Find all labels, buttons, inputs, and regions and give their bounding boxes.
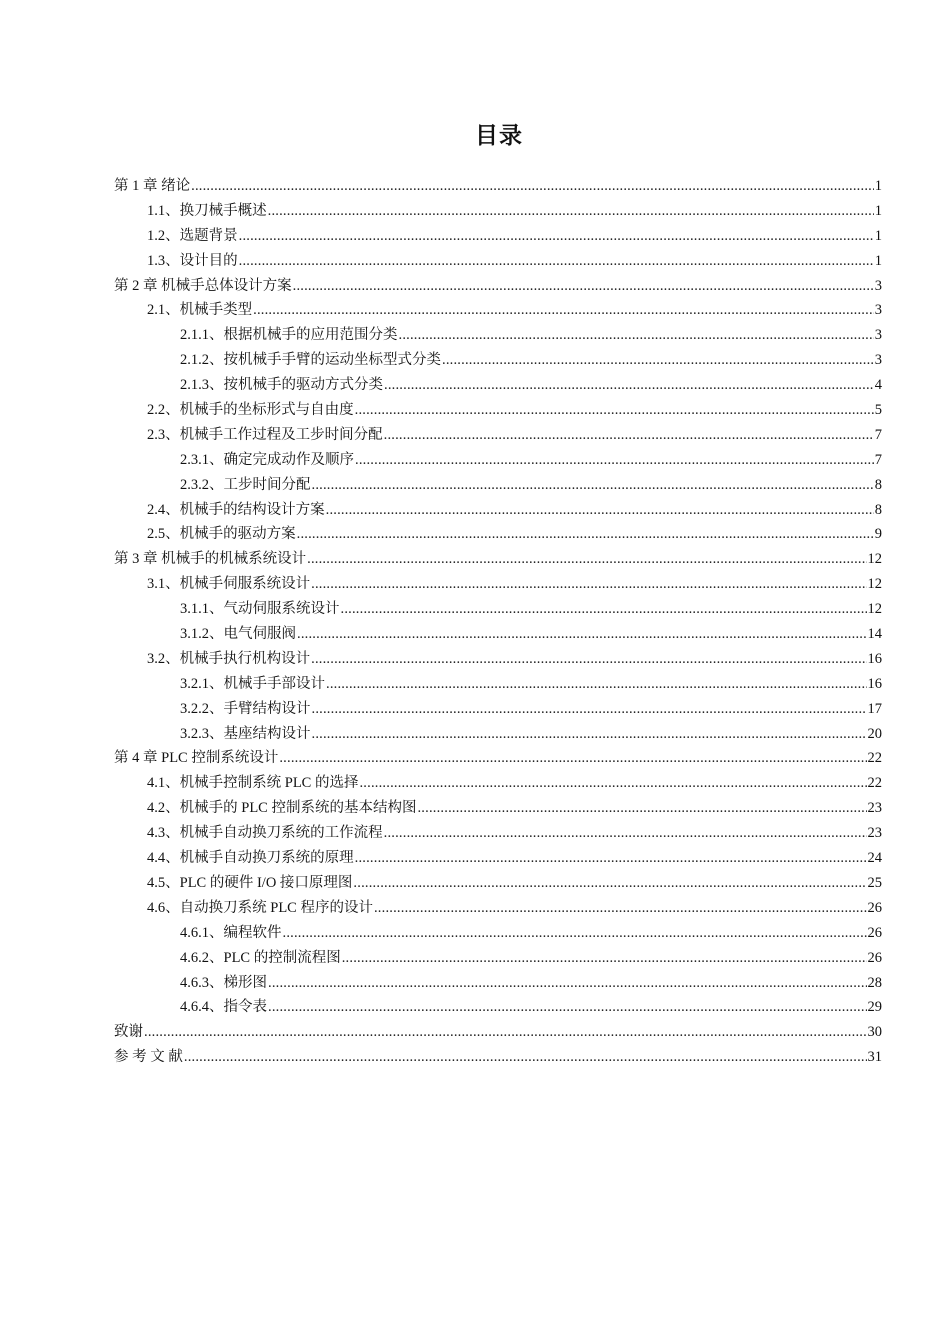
toc-page-number: 17 bbox=[867, 700, 882, 717]
toc-entry[interactable] bbox=[114, 622, 882, 647]
toc-page-number: 8 bbox=[874, 501, 882, 518]
toc-entry-text: 4.6.4、指令表 bbox=[180, 999, 267, 1016]
dot-leader bbox=[297, 522, 874, 547]
toc-entry-text: 2.1.3、按机械手的驱动方式分类 bbox=[180, 377, 383, 394]
toc-entry-text: 第 2 章 机械手总体设计方案 bbox=[114, 277, 292, 294]
toc-entry-text: 2.3.2、工步时间分配 bbox=[180, 476, 311, 493]
toc-page-number: 12 bbox=[867, 551, 882, 568]
toc-entry[interactable] bbox=[114, 821, 882, 846]
toc-entry[interactable] bbox=[114, 348, 882, 373]
toc-entry[interactable] bbox=[114, 771, 882, 796]
toc-entry-text: 4.3、机械手自动换刀系统的工作流程 bbox=[147, 825, 383, 842]
toc-page-number: 4 bbox=[874, 377, 882, 394]
toc-entry-text: 3.2、机械手执行机构设计 bbox=[147, 650, 311, 667]
toc-entry[interactable] bbox=[114, 672, 882, 697]
toc-page-number: 1 bbox=[874, 202, 882, 219]
toc-entry-text: 第 4 章 PLC 控制系统设计 bbox=[114, 750, 279, 767]
toc-page-number: 1 bbox=[874, 178, 882, 194]
toc-entry[interactable] bbox=[114, 522, 882, 547]
dot-leader bbox=[297, 622, 867, 647]
toc-entry-text: 2.5、机械手的驱动方案 bbox=[147, 526, 296, 543]
toc-entry[interactable] bbox=[114, 224, 882, 249]
toc-entry-text: 2.3.1、确定完成动作及顺序 bbox=[180, 451, 354, 468]
toc-page-number: 26 bbox=[867, 924, 882, 941]
toc-entry-text: 2.1.2、按机械手手臂的运动坐标型式分类 bbox=[180, 352, 441, 369]
toc-title: 目录 bbox=[475, 123, 523, 149]
dot-leader bbox=[312, 473, 874, 498]
toc-entry-text: 3.2.1、机械手手部设计 bbox=[180, 675, 325, 692]
toc-entry[interactable] bbox=[114, 796, 882, 821]
dot-leader bbox=[384, 821, 867, 846]
toc-page-number: 16 bbox=[867, 675, 882, 692]
dot-leader bbox=[311, 572, 866, 597]
toc-entry[interactable] bbox=[114, 1045, 882, 1070]
toc-entry[interactable] bbox=[114, 647, 882, 672]
toc-entry[interactable] bbox=[114, 398, 882, 423]
dot-leader bbox=[442, 348, 874, 373]
toc-page-number: 31 bbox=[867, 1049, 882, 1066]
dot-leader bbox=[353, 871, 866, 896]
dot-leader bbox=[341, 597, 867, 622]
dot-leader bbox=[355, 846, 867, 871]
toc-entry-text: 1.1、换刀械手概述 bbox=[147, 202, 267, 219]
dot-leader bbox=[359, 771, 866, 796]
toc-page-number: 28 bbox=[867, 974, 882, 991]
toc-entry-text: 2.1.1、根据机械手的应用范围分类 bbox=[180, 327, 398, 344]
toc-page-number: 7 bbox=[874, 426, 882, 443]
toc-entry-text: 4.6.1、编程软件 bbox=[180, 924, 282, 941]
toc-entry[interactable] bbox=[114, 174, 882, 199]
toc-entry[interactable] bbox=[114, 373, 882, 398]
toc-page-number: 26 bbox=[867, 899, 882, 916]
toc-entry-text: 2.3、机械手工作过程及工步时间分配 bbox=[147, 426, 383, 443]
toc-entry-text: 2.4、机械手的结构设计方案 bbox=[147, 501, 325, 518]
toc-entry-text: 4.5、PLC 的硬件 I/O 接口原理图 bbox=[147, 874, 353, 891]
dot-leader bbox=[342, 946, 867, 971]
toc-entry-text: 第 1 章 绪论 bbox=[114, 178, 191, 194]
toc-page-number: 1 bbox=[874, 252, 882, 269]
toc-page-number: 12 bbox=[867, 601, 882, 618]
toc-entry[interactable] bbox=[114, 498, 882, 523]
dot-leader bbox=[326, 672, 867, 697]
toc-entry[interactable] bbox=[114, 249, 882, 274]
toc-entry-text: 4.2、机械手的 PLC 控制系统的基本结构图 bbox=[147, 800, 417, 817]
toc-entry-text: 参 考 文 献 bbox=[114, 1049, 183, 1066]
toc-entry-text: 4.6、自动换刀系统 PLC 程序的设计 bbox=[147, 899, 373, 916]
toc-entry-text: 致谢 bbox=[114, 1024, 143, 1041]
toc-entry-text: 4.1、机械手控制系统 PLC 的选择 bbox=[147, 775, 359, 792]
toc-page-number: 3 bbox=[874, 302, 882, 319]
toc-entry-text: 4.6.2、PLC 的控制流程图 bbox=[180, 949, 341, 966]
toc-entry[interactable] bbox=[114, 298, 882, 323]
dot-leader bbox=[312, 697, 867, 722]
dot-leader bbox=[384, 373, 874, 398]
toc-entry[interactable] bbox=[114, 697, 882, 722]
dot-leader bbox=[355, 448, 874, 473]
toc-entry-text: 1.2、选题背景 bbox=[147, 227, 238, 244]
toc-page-number: 1 bbox=[874, 227, 882, 244]
dot-leader bbox=[253, 298, 874, 323]
dot-leader bbox=[191, 174, 874, 199]
toc-entry[interactable] bbox=[114, 722, 882, 747]
dot-leader bbox=[239, 224, 874, 249]
toc-entry[interactable] bbox=[114, 274, 882, 299]
toc-entry[interactable] bbox=[114, 995, 882, 1020]
dot-leader bbox=[355, 398, 874, 423]
toc-entry[interactable] bbox=[114, 597, 882, 622]
toc-entry-text: 3.2.3、基座结构设计 bbox=[180, 725, 311, 742]
toc-page-number: 16 bbox=[867, 650, 882, 667]
dot-leader bbox=[268, 199, 874, 224]
toc-entry-text: 2.1、机械手类型 bbox=[147, 302, 253, 319]
table-of-contents bbox=[114, 174, 882, 1070]
dot-leader bbox=[384, 423, 874, 448]
toc-entry-text: 1.3、设计目的 bbox=[147, 252, 238, 269]
toc-entry[interactable] bbox=[114, 448, 882, 473]
toc-page-number: 25 bbox=[867, 874, 882, 891]
dot-leader bbox=[399, 323, 874, 348]
dot-leader bbox=[293, 274, 874, 299]
toc-entry[interactable] bbox=[114, 323, 882, 348]
toc-entry[interactable] bbox=[114, 846, 882, 871]
toc-entry-text: 4.6.3、梯形图 bbox=[180, 974, 267, 991]
toc-entry[interactable] bbox=[114, 971, 882, 996]
toc-entry[interactable] bbox=[114, 746, 882, 771]
toc-page-number: 5 bbox=[874, 402, 882, 419]
dot-leader bbox=[279, 746, 866, 771]
toc-entry[interactable] bbox=[114, 946, 882, 971]
dot-leader bbox=[184, 1045, 867, 1070]
toc-page-number: 30 bbox=[867, 1024, 882, 1041]
dot-leader bbox=[283, 921, 867, 946]
toc-entry[interactable] bbox=[114, 871, 882, 896]
toc-page-number: 3 bbox=[874, 327, 882, 344]
dot-leader bbox=[326, 498, 874, 523]
toc-entry-text: 3.1.2、电气伺服阀 bbox=[180, 626, 296, 643]
toc-page-number: 3 bbox=[874, 352, 882, 369]
toc-page-number: 24 bbox=[867, 850, 882, 867]
toc-page-number: 20 bbox=[867, 725, 882, 742]
toc-entry[interactable] bbox=[114, 199, 882, 224]
dot-leader bbox=[312, 722, 867, 747]
dot-leader bbox=[374, 896, 867, 921]
toc-entry-text: 2.2、机械手的坐标形式与自由度 bbox=[147, 402, 354, 419]
toc-page-number: 3 bbox=[874, 277, 882, 294]
toc-entry-text: 3.1、机械手伺服系统设计 bbox=[147, 576, 311, 593]
dot-leader bbox=[417, 796, 866, 821]
toc-page-number: 22 bbox=[867, 750, 882, 767]
toc-entry[interactable] bbox=[114, 547, 882, 572]
toc-entry[interactable] bbox=[114, 473, 882, 498]
toc-page-number: 26 bbox=[867, 949, 882, 966]
dot-leader bbox=[239, 249, 874, 274]
toc-page-number: 9 bbox=[874, 526, 882, 543]
toc-page-number: 29 bbox=[867, 999, 882, 1016]
toc-entry-text: 4.4、机械手自动换刀系统的原理 bbox=[147, 850, 354, 867]
dot-leader bbox=[268, 995, 867, 1020]
toc-page-number: 14 bbox=[867, 626, 882, 643]
toc-page-number: 7 bbox=[874, 451, 882, 468]
toc-entry[interactable] bbox=[114, 896, 882, 921]
toc-page-number: 22 bbox=[867, 775, 882, 792]
toc-entry[interactable] bbox=[114, 423, 882, 448]
toc-entry-text: 3.2.2、手臂结构设计 bbox=[180, 700, 311, 717]
toc-entry[interactable] bbox=[114, 1020, 882, 1045]
dot-leader bbox=[144, 1020, 867, 1045]
toc-entry[interactable] bbox=[114, 572, 882, 597]
toc-page-number: 23 bbox=[867, 800, 882, 817]
toc-entry-text: 3.1.1、气动伺服系统设计 bbox=[180, 601, 340, 618]
toc-page-number: 12 bbox=[867, 576, 882, 593]
toc-entry-text: 第 3 章 机械手的机械系统设计 bbox=[114, 551, 307, 568]
toc-page-number: 23 bbox=[867, 825, 882, 842]
dot-leader bbox=[268, 971, 867, 996]
dot-leader bbox=[311, 647, 866, 672]
toc-entry[interactable] bbox=[114, 921, 882, 946]
dot-leader bbox=[307, 547, 866, 572]
toc-page-number: 8 bbox=[874, 476, 882, 493]
